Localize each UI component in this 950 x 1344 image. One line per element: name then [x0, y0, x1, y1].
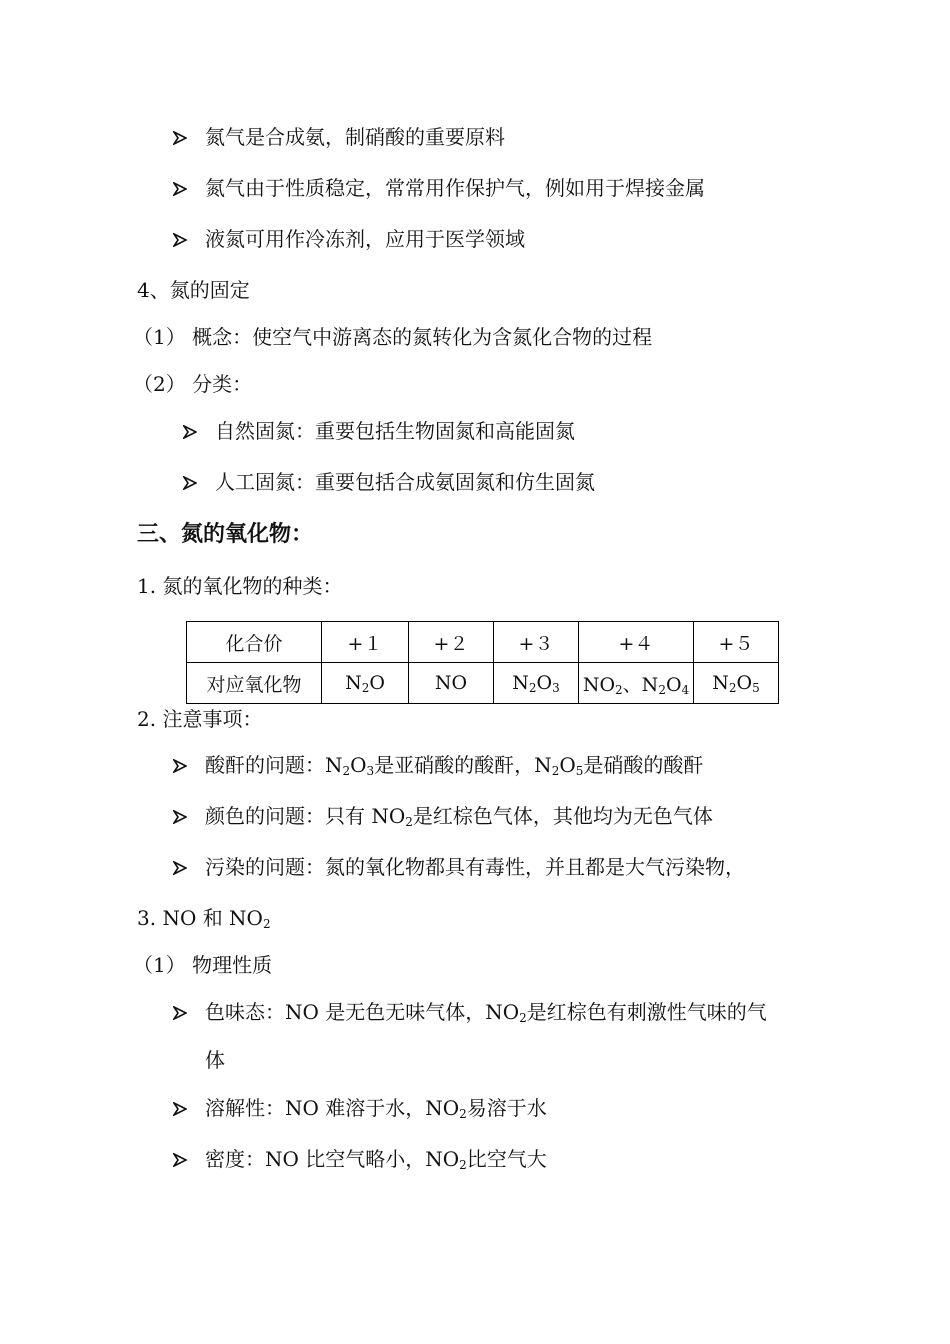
- list-item: 颜色的问题：只有 $NO_2$是红棕色气体，其他均为无色气体: [173, 803, 713, 829]
- table-row: [187, 622, 779, 663]
- arrow-bullet-icon: [173, 1102, 187, 1116]
- arrow-bullet-icon: [173, 810, 187, 824]
- paragraph: （1） 物理性质: [133, 953, 273, 977]
- subsection-title: 3. NO 和 $NO_2$: [137, 906, 271, 931]
- arrow-bullet-icon: [183, 425, 197, 439]
- oxide-table: [186, 621, 779, 704]
- section-heading: 三、氮的氧化物：: [137, 522, 314, 547]
- list-item: 密度：NO 比空气略小，$NO_2$比空气大: [173, 1146, 547, 1172]
- table-cell: +５: [694, 622, 779, 663]
- list-item: 污染的问题：氮的氧化物都具有毒性，并且都是大气污染物，: [173, 854, 745, 880]
- list-item: 溶解性：NO 难溶于水，$NO_2$易溶于水: [173, 1095, 547, 1121]
- table-cell: $N_2O_5$: [694, 663, 779, 704]
- table-cell: $NO_2$、$N_2O_4$: [579, 663, 694, 704]
- table-cell: +３: [494, 622, 579, 663]
- arrow-bullet-icon: [173, 861, 187, 875]
- subsection-title: 1. 氮的氧化物的种类：: [137, 574, 343, 598]
- list-item: 液氮可用作冷冻剂，应用于医学领域: [173, 226, 525, 252]
- list-item-continuation: 体: [205, 1048, 225, 1072]
- section-title: 4、氮的固定: [137, 278, 250, 302]
- paragraph: （2） 分类：: [133, 372, 253, 396]
- arrow-bullet-icon: [173, 233, 187, 247]
- table-cell: +２: [409, 622, 494, 663]
- list-item: 人工固氮：重要包括合成氨固氮和仿生固氮: [183, 469, 595, 495]
- table-cell: $N_2O$: [322, 663, 409, 704]
- table-cell: $N_2O_3$: [494, 663, 579, 704]
- subsection-title: 2. 注意事项：: [137, 707, 263, 731]
- list-item: 色味态：NO 是无色无味气体，$NO_2$是红棕色有刺激性气味的气: [173, 999, 767, 1025]
- table-cell: +１: [322, 622, 409, 663]
- paragraph: （1） 概念：使空气中游离态的氮转化为含氮化合物的过程: [133, 325, 653, 349]
- arrow-bullet-icon: [173, 1006, 187, 1020]
- arrow-bullet-icon: [173, 759, 187, 773]
- list-item: 氮气由于性质稳定，常常用作保护气，例如用于焊接金属: [173, 175, 705, 201]
- table-row: [187, 663, 779, 704]
- arrow-bullet-icon: [183, 476, 197, 490]
- table-cell: 对应氧化物: [187, 663, 322, 704]
- table-cell: 化合价: [187, 622, 322, 663]
- table-cell: +４: [579, 622, 694, 663]
- arrow-bullet-icon: [173, 182, 187, 196]
- list-item: 自然固氮：重要包括生物固氮和高能固氮: [183, 418, 575, 444]
- table-cell: NO: [409, 663, 494, 704]
- list-item: 酸酐的问题：$N_2O_3$是亚硝酸的酸酐，$N_2O_5$是硝酸的酸酐: [173, 752, 703, 778]
- arrow-bullet-icon: [173, 1153, 187, 1167]
- arrow-bullet-icon: [173, 131, 187, 145]
- list-item: 氮气是合成氨，制硝酸的重要原料: [173, 124, 505, 150]
